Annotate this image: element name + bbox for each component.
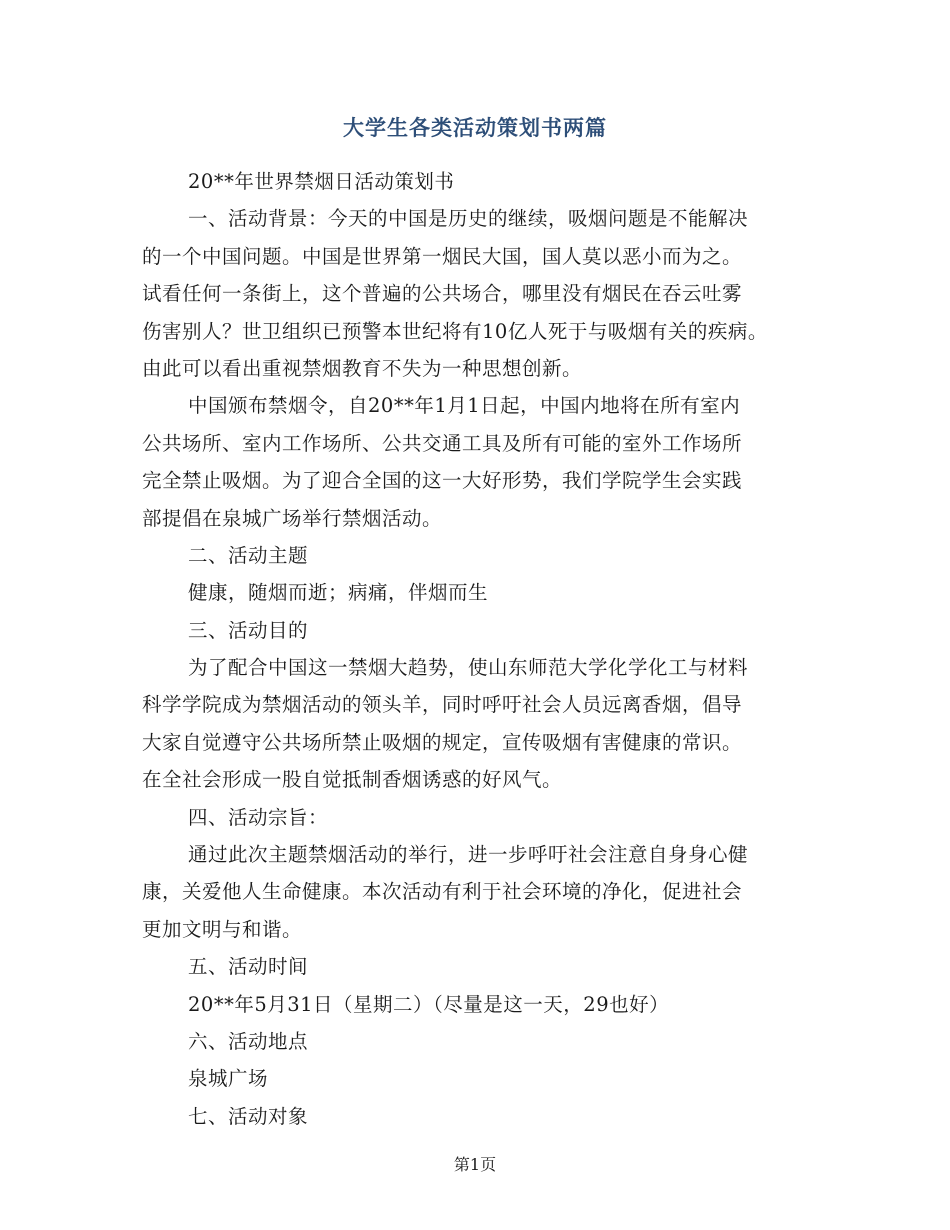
text-line: 部提倡在泉城广场举行禁烟活动。 [142, 506, 443, 530]
text-line: 通过此次主题禁烟活动的举行，进一步呼吁社会注意自身身心健 [188, 843, 749, 867]
document-title: 大学生各类活动策划书两篇 [343, 115, 607, 140]
text-line: 在全社会形成一股自觉抵制香烟诱惑的好风气。 [142, 768, 563, 792]
text-line: 七、活动对象 [188, 1104, 309, 1128]
text-line: 试看任何一条街上，这个普遍的公共场合，哪里没有烟民在吞云吐雾 [142, 282, 743, 306]
text-line: 的一个中国问题。中国是世界第一烟民大国，国人莫以恶小而为之。 [142, 244, 743, 268]
page-number: 第1页 [453, 1155, 497, 1174]
text-line: 中国颁布禁烟令，自20**年1月1日起，中国内地将在所有室内 [188, 394, 741, 418]
text-line: 泉城广场 [188, 1067, 269, 1091]
document-body [142, 163, 822, 1135]
text-line: 20**年5月31日（星期二）（尽量是这一天，29也好） [188, 992, 670, 1016]
text-line: 由此可以看出重视禁烟教育不失为一种思想创新。 [142, 356, 583, 380]
text-line: 更加文明与和谐。 [142, 917, 303, 941]
text-line: 一、活动背景：今天的中国是历史的继续，吸烟问题是不能解决 [188, 207, 749, 231]
text-line: 20**年世界禁烟日活动策划书 [188, 170, 455, 193]
text-line: 为了配合中国这一禁烟大趋势，使山东师范大学化学化工与材料 [188, 656, 749, 680]
text-line: 康，关爱他人生命健康。本次活动有利于社会环境的净化，促进社会 [142, 880, 743, 904]
text-line: 公共场所、室内工作场所、公共交通工具及所有可能的室外工作场所 [142, 431, 743, 455]
text-line: 科学学院成为禁烟活动的领头羊，同时呼吁社会人员远离香烟，倡导 [142, 693, 743, 717]
text-line: 五、活动时间 [188, 955, 309, 979]
text-line: 大家自觉遵守公共场所禁止吸烟的规定，宣传吸烟有害健康的常识。 [142, 730, 743, 754]
text-line: 二、活动主题 [188, 543, 309, 567]
text-line: 健康，随烟而逝；病痛，伴烟而生 [188, 581, 489, 605]
text-line: 完全禁止吸烟。为了迎合全国的这一大好形势，我们学院学生会实践 [142, 469, 743, 493]
text-line: 四、活动宗旨： [188, 805, 329, 829]
text-line: 伤害别人？世卫组织已预警本世纪将有10亿人死于与吸烟有关的疾病。 [142, 319, 768, 343]
text-line: 三、活动目的 [188, 618, 309, 642]
text-line: 六、活动地点 [188, 1029, 309, 1053]
